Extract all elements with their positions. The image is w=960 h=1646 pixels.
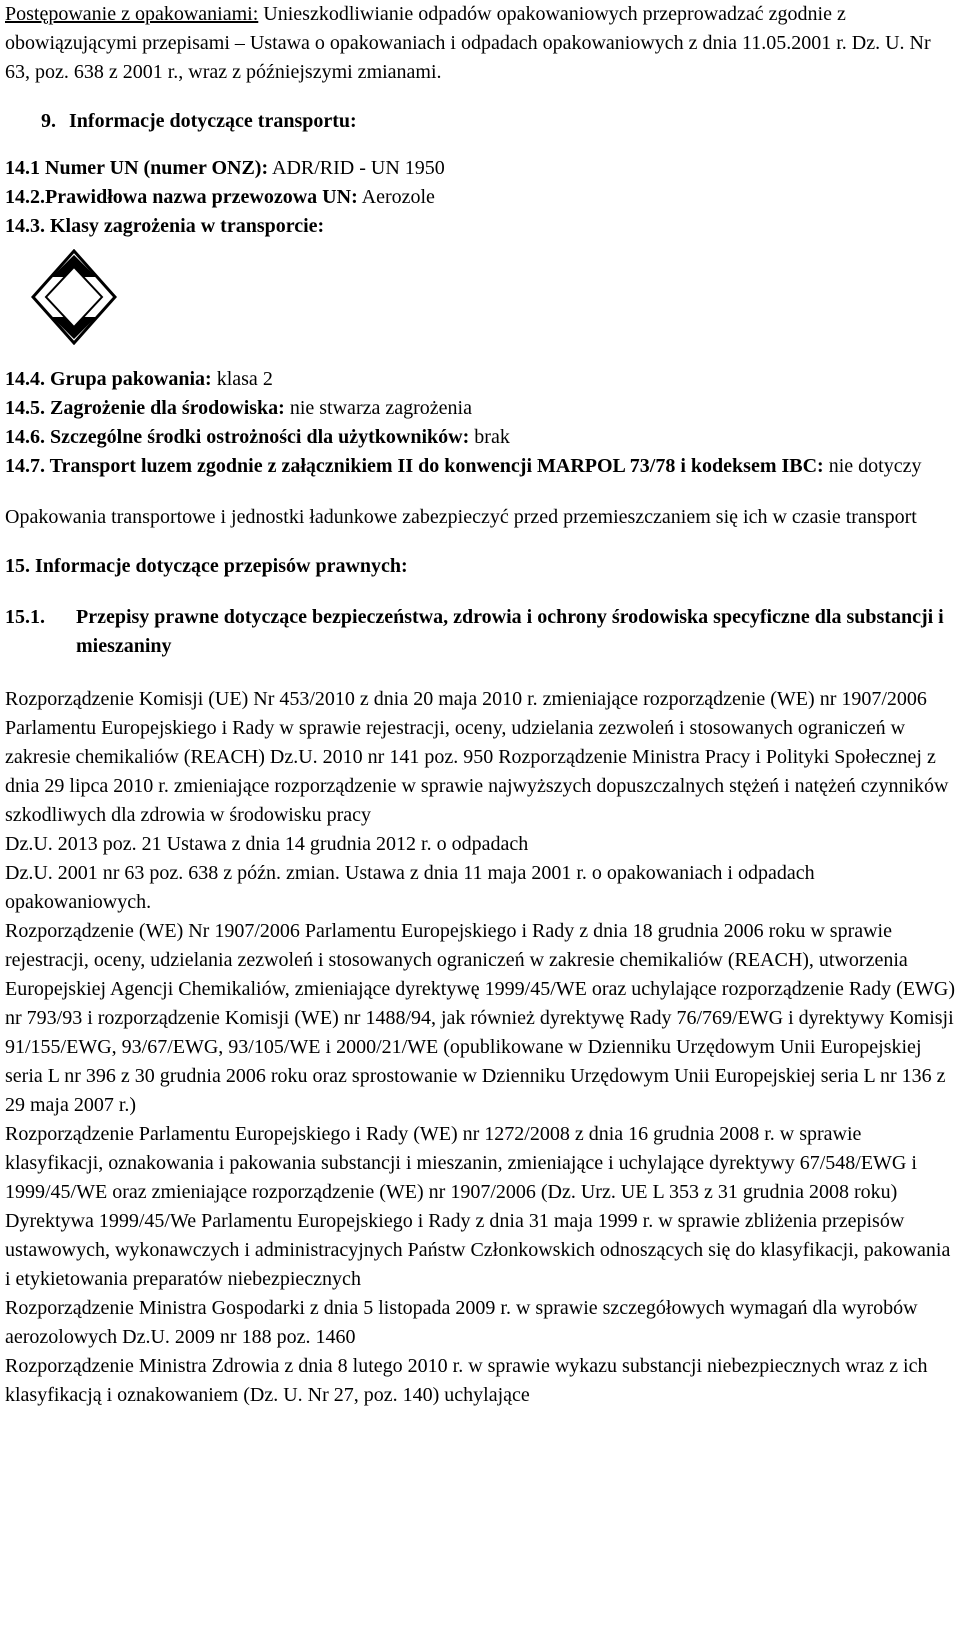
item-14-6-value: brak: [469, 426, 510, 448]
regulations-list: [5, 685, 955, 1410]
regulation-item: Rozporządzenie Ministra Zdrowia z dnia 8 lutego 2010 r. w sprawie wykazu substancji niebezpiecznych wraz z ich klasyfikacją i oznakowaniem (Dz. U. Nr 27, poz. 140) uchylające: [5, 1355, 928, 1406]
item-14-2: [5, 183, 955, 212]
document-page: [5, 0, 955, 1410]
item-14-3: [5, 212, 955, 241]
item-14-5-value: nie stwarza zagrożenia: [284, 397, 472, 419]
packaging-paragraph: [5, 0, 955, 87]
section-15-heading: [5, 552, 955, 581]
item-14-6-label: 14.6. Szczególne środki ostrożności dla użytkowników:: [5, 426, 470, 448]
regulation-item: Dz.U. 2013 poz. 21 Ustawa z dnia 14 grudnia 2012 r. o odpadach: [5, 833, 529, 855]
item-14-1-value: ADR/RID - UN 1950: [268, 157, 445, 179]
regulation-item: Dyrektywa 1999/45/We Parlamentu Europejskiego i Rady z dnia 31 maja 1999 r. w sprawie zbliżenia przepisów ustawowych, wykonawczych i administracyjnych Państw Członkowskich odnoszących się do klasyfikacji, pakowania i etykietowania preparatów niebezpiecznych: [5, 1210, 951, 1290]
item-14-7-value: nie dotyczy: [823, 455, 922, 477]
section-15-1-number: 15.1.: [5, 606, 45, 628]
section-9-number: 9.: [41, 110, 56, 132]
transport-note: Opakowania transportowe i jednostki ładunkowe zabezpieczyć przed przemieszczaniem się ich w czasie transport: [5, 506, 917, 528]
section-15-title: 15. Informacje dotyczące przepisów prawnych:: [5, 555, 408, 577]
item-14-5-label: 14.5. Zagrożenie dla środowiska:: [5, 397, 285, 419]
item-14-3-label: 14.3. Klasy zagrożenia w transporcie:: [5, 215, 325, 237]
item-14-4-label: 14.4. Grupa pakowania:: [5, 368, 212, 390]
item-14-6: [5, 423, 955, 452]
section-9-heading: [5, 107, 955, 136]
item-14-5: [5, 394, 955, 423]
packaging-text: Unieszkodliwianie odpadów opakowaniowych przeprowadzać zgodnie z obowiązującymi przepisami – Ustawa o opakowaniach i odpadach opakowaniowych z dnia 11.05.2001 r. Dz. U. Nr 63, poz. 638 z 2001 r., wraz z późniejszymi zmianami.: [5, 3, 931, 83]
regulation-item: Dz.U. 2001 nr 63 poz. 638 z późn. zmian. Ustawa z dnia 11 maja 2001 r. o opakowaniach i odpadach opakowaniowych.: [5, 862, 815, 913]
item-14-4-value: klasa 2: [211, 368, 273, 390]
item-14-1-label: 14.1 Numer UN (numer ONZ):: [5, 157, 269, 179]
item-14-4: [5, 365, 955, 394]
section-9-title: Informacje dotyczące transportu:: [69, 110, 357, 132]
packaging-label: Postępowanie z opakowaniami:: [5, 3, 259, 25]
item-14-1: [5, 154, 955, 183]
item-14-7: [5, 452, 955, 481]
item-14-2-label: 14.2.Prawidłowa nazwa przewozowa UN:: [5, 186, 358, 208]
section-15-1-title: Przepisy prawne dotyczące bezpieczeństwa, zdrowia i ochrony środowiska specyficzne dla substancji i mieszaniny: [76, 606, 944, 657]
item-14-7-label: 14.7. Transport luzem zgodnie z załącznikiem II do konwencji MARPOL 73/78 i kodeksem IBC:: [5, 455, 824, 477]
regulation-item: Rozporządzenie Parlamentu Europejskiego i Rady (WE) nr 1272/2008 z dnia 16 grudnia 2008 r. w sprawie klasyfikacji, oznakowania i pakowania substancji i mieszanin, zmieniające i uchylające dyrektywy 67/548/EWG i 1999/45/WE oraz zmieniające rozporządzenie (WE) nr 1907/2006 (Dz. Urz. UE L 353 z 31 grudnia 2008 roku): [5, 1123, 917, 1203]
regulation-item: Rozporządzenie Komisji (UE) Nr 453/2010 z dnia 20 maja 2010 r. zmieniające rozporządzenie (WE) nr 1907/2006 Parlamentu Europejskiego i Rady w sprawie rejestracji, oceny, udzielania zezwoleń i stosowanych ograniczeń w zakresie chemikaliów (REACH) Dz.U. 2010 nr 141 poz. 950 Rozporządzenie Ministra Pracy i Polityki Społecznej z dnia 29 lipca 2010 r. zmieniające rozporządzenie w sprawie najwyższych dopuszczalnych stężeń i natężeń czynników szkodliwych dla zdrowia w środowisku pracy: [5, 688, 949, 826]
regulation-item: Rozporządzenie Ministra Gospodarki z dnia 5 listopada 2009 r. w sprawie szczegółowych wymagań dla wyrobów aerozolowych Dz.U. 2009 nr 188 poz. 1460: [5, 1297, 918, 1348]
hazard-class-diamond-icon: [31, 249, 117, 345]
hazard-pictogram-container: [5, 241, 955, 365]
item-14-2-value: Aerozole: [357, 186, 435, 208]
section-15-1-heading: [5, 603, 955, 661]
regulation-item: Rozporządzenie (WE) Nr 1907/2006 Parlamentu Europejskiego i Rady z dnia 18 grudnia 2006 roku w sprawie rejestracji, oceny, udzielania zezwoleń i stosowanych ograniczeń w zakresie chemikaliów (REACH), utworzenia Europejskiej Agencji Chemikaliów, zmieniające dyrektywę 1999/45/WE oraz uchylające rozporządzenie Rady (EWG) nr 793/93 i rozporządzenie Komisji (WE) nr 1488/94, jak również dyrektywę Rady 76/769/EWG i dyrektywy Komisji 91/155/EWG, 93/67/EWG, 93/105/WE i 2000/21/WE (opublikowane w Dzienniku Urzędowym Unii Europejskiej seria L nr 396 z 30 grudnia 2006 roku oraz sprostowanie w Dzienniku Urzędowym Unii Europejskiej seria L nr 136 z 29 maja 2007 r.): [5, 920, 955, 1116]
